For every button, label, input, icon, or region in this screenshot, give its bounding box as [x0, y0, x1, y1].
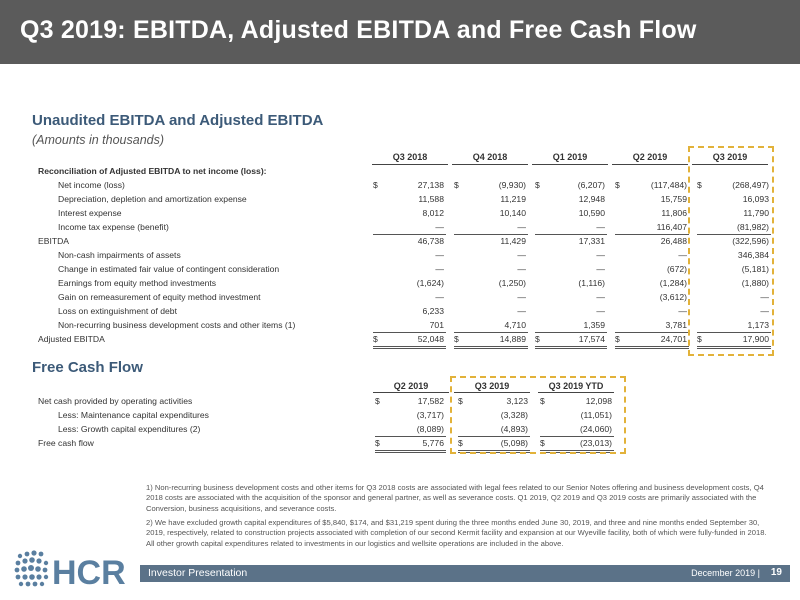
row-label: Change in estimated fair value of contingent consideration [58, 264, 280, 274]
col-header-rule [452, 164, 528, 165]
col-header: Q3 2019 [712, 152, 748, 162]
subtotal-rule [373, 234, 446, 235]
footer-bar [140, 565, 790, 582]
logo-dot-mark [15, 550, 49, 586]
table-cell: (5,098) [500, 438, 528, 448]
table-cell: — [596, 264, 605, 274]
table-cell: — [435, 222, 444, 232]
row-label: Loss on extinguishment of debt [58, 306, 177, 316]
table-cell: 17,331 [578, 236, 605, 246]
currency-symbol: $ [458, 438, 463, 448]
table-cell: (322,596) [732, 236, 769, 246]
table-cell: 17,900 [742, 334, 769, 344]
table-cell: (24,060) [579, 424, 612, 434]
table-cell: 14,889 [499, 334, 526, 344]
subtotal-rule [615, 332, 689, 333]
total-double-rule [615, 346, 689, 349]
page-number: 19 [770, 567, 782, 578]
currency-symbol: $ [615, 334, 620, 344]
col-header-rule [372, 164, 448, 165]
footnote-1: 1) Non-recurring business development costs and other items for Q3 2018 costs are associated with legal fees related to our Senior Notes offering and business development costs, Q4 2018 costs are associated with the acquisition of the sponsor and general partner, as well as severance costs. Q1 2019, Q2 2019 and Q3 2019 costs are primarily associated with the Conversion, business acquisitions, and severance costs. [146, 483, 764, 513]
table-cell: 16,093 [742, 194, 769, 204]
currency-symbol: $ [373, 180, 378, 190]
table-cell: — [596, 250, 605, 260]
row-label: Free cash flow [38, 438, 94, 448]
table-cell: (23,013) [579, 438, 612, 448]
table-cell: 10,590 [578, 208, 605, 218]
table-cell: 24,701 [660, 334, 687, 344]
table-cell: 701 [429, 320, 444, 330]
currency-symbol: $ [697, 334, 702, 344]
row-label: Adjusted EBITDA [38, 334, 105, 344]
table-cell: — [517, 222, 526, 232]
table-cell: (5,181) [741, 264, 769, 274]
table-cell: (117,484) [650, 180, 687, 190]
table-cell: (4,893) [500, 424, 528, 434]
row-label: Income tax expense (benefit) [58, 222, 169, 232]
row-label: Interest expense [58, 208, 122, 218]
table-cell: — [435, 292, 444, 302]
table-cell: — [596, 222, 605, 232]
table-cell: 3,781 [665, 320, 687, 330]
subtotal-rule [375, 436, 446, 437]
subtotal-rule [373, 332, 446, 333]
hcr-logo [10, 542, 150, 594]
currency-symbol: $ [373, 334, 378, 344]
ebitda-section-title: Unaudited EBITDA and Adjusted EBITDA [32, 112, 324, 129]
table-cell: (3,612) [659, 292, 687, 302]
logo-text: HCR [52, 554, 126, 592]
row-label: EBITDA [38, 236, 70, 246]
table-cell: 6,233 [422, 306, 444, 316]
row-label: Less: Maintenance capital expenditures [58, 410, 209, 420]
col-header: Q2 2019 [632, 152, 668, 162]
table-cell: — [517, 306, 526, 316]
fcf-section-title: Free Cash Flow [32, 359, 143, 376]
row-label: Reconciliation of Adjusted EBITDA to net income (loss): [38, 166, 267, 176]
table-cell: 11,790 [743, 208, 769, 218]
col-header: Q2 2019 [393, 381, 429, 391]
row-label: Depreciation, depletion and amortization expense [58, 194, 247, 204]
table-cell: 11,806 [661, 208, 687, 218]
table-cell: — [517, 264, 526, 274]
currency-symbol: $ [540, 438, 545, 448]
currency-symbol: $ [540, 396, 545, 406]
row-label: Less: Growth capital expenditures (2) [58, 424, 201, 434]
currency-symbol: $ [375, 438, 380, 448]
table-cell: 12,098 [585, 396, 612, 406]
col-header-rule [612, 164, 688, 165]
table-cell: (6,207) [577, 180, 605, 190]
currency-symbol: $ [535, 334, 540, 344]
table-cell: 8,012 [422, 208, 444, 218]
table-cell: 10,140 [499, 208, 526, 218]
currency-symbol: $ [697, 180, 702, 190]
table-cell: 12,948 [578, 194, 605, 204]
col-header: Q3 2019 [474, 381, 510, 391]
table-cell: (8,089) [416, 424, 444, 434]
table-cell: — [678, 250, 687, 260]
row-label: Net income (loss) [58, 180, 125, 190]
table-cell: (1,624) [416, 278, 444, 288]
row-label: Non-cash impairments of assets [58, 250, 181, 260]
subtotal-rule [535, 332, 607, 333]
table-cell: (11,051) [580, 410, 612, 420]
subtotal-rule [615, 234, 689, 235]
row-label: Net cash provided by operating activities [38, 396, 193, 406]
table-cell: (3,328) [500, 410, 528, 420]
table-cell: 4,710 [504, 320, 526, 330]
currency-symbol: $ [458, 396, 463, 406]
table-cell: — [517, 292, 526, 302]
row-label: Non-recurring business development costs and other items (1) [58, 320, 296, 330]
table-cell: 5,776 [422, 438, 444, 448]
table-cell: 116,407 [656, 222, 687, 232]
table-cell: — [678, 306, 687, 316]
row-label: Gain on remeasurement of equity method investment [58, 292, 261, 302]
table-cell: (9,930) [498, 180, 526, 190]
table-cell: (1,116) [578, 278, 605, 288]
table-cell: (268,497) [732, 180, 769, 190]
title-bar [0, 0, 800, 64]
currency-symbol: $ [535, 180, 540, 190]
table-cell: 52,048 [417, 334, 444, 344]
table-cell: 15,759 [660, 194, 687, 204]
table-cell: (3,717) [416, 410, 444, 420]
total-double-rule [454, 346, 528, 349]
col-header: Q3 2019 YTD [548, 381, 604, 391]
total-double-rule [375, 450, 446, 453]
q3-2019-fcf-highlight [450, 376, 626, 454]
table-cell: 17,574 [578, 334, 605, 344]
table-cell: — [596, 292, 605, 302]
subtotal-rule [454, 234, 528, 235]
subtotal-rule [535, 234, 607, 235]
table-cell: — [517, 250, 526, 260]
footer-label: Investor Presentation [148, 567, 248, 579]
table-cell: — [435, 264, 444, 274]
total-double-rule [373, 346, 446, 349]
table-cell: 11,588 [418, 194, 444, 204]
table-cell: 3,123 [506, 396, 528, 406]
footer-date: December 2019 | [691, 568, 760, 578]
currency-symbol: $ [615, 180, 620, 190]
col-header: Q3 2018 [392, 152, 428, 162]
currency-symbol: $ [454, 334, 459, 344]
total-double-rule [535, 346, 607, 349]
page-title: Q3 2019: EBITDA, Adjusted EBITDA and Free Cash Flow [20, 16, 697, 44]
table-cell: 46,738 [417, 236, 444, 246]
table-cell: — [760, 292, 769, 302]
col-header-rule [373, 392, 449, 393]
currency-symbol: $ [375, 396, 380, 406]
row-label: Earnings from equity method investments [58, 278, 217, 288]
col-header: Q1 2019 [552, 152, 588, 162]
table-cell: 27,138 [417, 180, 444, 190]
table-cell: 1,173 [747, 320, 769, 330]
table-cell: — [435, 250, 444, 260]
ebitda-subtitle: (Amounts in thousands) [32, 133, 165, 147]
table-cell: (1,284) [659, 278, 687, 288]
table-cell: 1,359 [583, 320, 605, 330]
table-cell: (81,982) [736, 222, 769, 232]
table-cell: (672) [666, 264, 687, 274]
col-header: Q4 2018 [472, 152, 508, 162]
table-cell: 17,582 [417, 396, 444, 406]
table-cell: 11,429 [500, 236, 526, 246]
table-cell: — [596, 306, 605, 316]
col-header-rule [532, 164, 608, 165]
table-cell: (1,250) [498, 278, 526, 288]
table-cell: — [760, 306, 769, 316]
q3-2019-highlight [688, 146, 774, 356]
table-cell: (1,880) [741, 278, 769, 288]
table-cell: 11,219 [500, 194, 526, 204]
table-cell: 26,488 [660, 236, 687, 246]
subtotal-rule [454, 332, 528, 333]
footnote-2: 2) We have excluded growth capital expenditures of $5,840, $174, and $31,219 spent during the three months ended June 30, 2019, and three and nine months ended September 30, 2019, respectively, related to construction projects associated with completion of our second Kermit facility and expansion at our Wyeville facility, both of which were fully-funded in 2018. All other growth capital expenditures related to investments in our logistics and wellsite operations are included in the above. [146, 518, 767, 548]
table-cell: 346,384 [737, 250, 769, 260]
currency-symbol: $ [454, 180, 459, 190]
